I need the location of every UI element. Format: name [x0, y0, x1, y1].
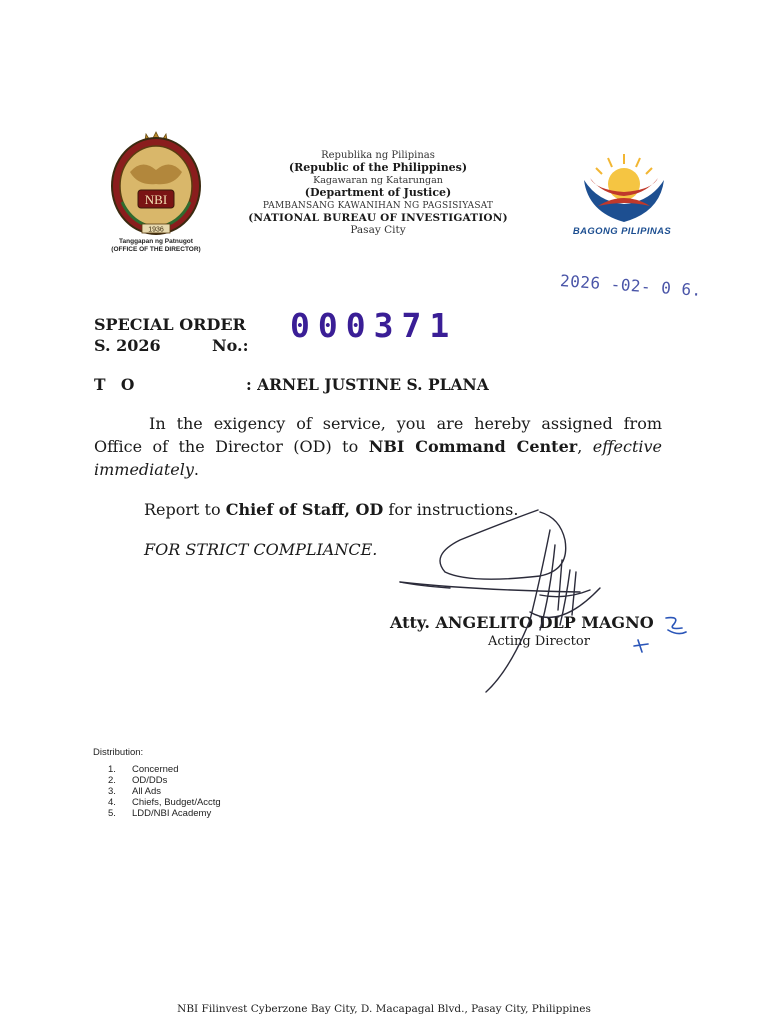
header-line-pambansang: PAMBANSANG KAWANIHAN NG PAGSISIYASAT: [262, 200, 494, 211]
header-line-nbi: (NATIONAL BUREAU OF INVESTIGATION): [248, 212, 508, 225]
seal-caption-line1: Tanggapan ng Patnugot: [119, 238, 193, 245]
footer-address: NBI Filinvest Cyberzone Bay City, D. Macapagal Blvd., Pasay City, Philippines: [177, 1003, 591, 1015]
compliance-note: FOR STRICT COMPLIANCE.: [144, 540, 378, 559]
header-line-republika: Republika ng Pilipinas: [321, 150, 435, 161]
letterhead-text: [240, 150, 516, 237]
bagong-pilipinas-logo: [580, 150, 668, 226]
special-order-series: S. 2026: [94, 336, 161, 355]
nbi-seal-logo: [108, 128, 204, 240]
body-text-1: In the exigency of service, you are hereby assigned from Office of the Director (OD) to: [94, 414, 662, 456]
seal-caption-line2: (OFFICE OF THE DIRECTOR): [111, 246, 201, 253]
seal-text: NBI: [144, 192, 168, 207]
list-item-number: 1.: [108, 764, 116, 775]
body-paragraph: [94, 412, 662, 481]
list-item: [108, 764, 221, 775]
list-item-number: 5.: [108, 808, 116, 819]
list-item-number: 4.: [108, 797, 116, 808]
list-item-text: All Ads: [132, 786, 162, 797]
list-item: [108, 797, 221, 808]
list-item: [108, 808, 221, 819]
body-text-3: .: [193, 460, 199, 479]
list-item: [108, 786, 221, 797]
body-assignment: NBI Command Center: [368, 437, 578, 456]
list-item: [108, 775, 221, 786]
body-text-2: ,: [577, 437, 593, 456]
list-item-text: LDD/NBI Academy: [132, 808, 212, 819]
list-item-text: Chiefs, Budget/Acctg: [132, 797, 221, 808]
list-item-number: 2.: [108, 775, 116, 786]
special-order-no-label: No.:: [212, 336, 249, 355]
list-item-text: OD/DDs: [132, 775, 168, 786]
bagong-pilipinas-caption: BAGONG PILIPINAS: [572, 226, 672, 237]
special-order-label: SPECIAL ORDER: [94, 315, 246, 334]
header-line-department: (Department of Justice): [304, 186, 452, 200]
signatory-name: Atty. ANGELITO DLP MAGNO: [390, 613, 654, 632]
seal-caption: [94, 238, 218, 254]
header-line-city: Pasay City: [350, 224, 406, 237]
header-line-kagawaran: Kagawaran ng Katarungan: [313, 174, 443, 186]
seal-year: 1936: [148, 226, 164, 234]
distribution-label: Distribution:: [93, 747, 144, 758]
list-item-text: Concerned: [132, 764, 179, 775]
handwritten-signature: [390, 500, 700, 700]
special-order-number-stamp: 000371: [290, 306, 458, 345]
report-to-office: Chief of Staff, OD: [225, 500, 384, 519]
header-line-republic: (Republic of the Philippines): [288, 161, 468, 175]
signatory-title: Acting Director: [488, 634, 590, 649]
report-suffix: for instructions.: [383, 500, 519, 519]
list-item-number: 3.: [108, 786, 116, 797]
date-stamp: 2026 -02- 0 6.: [559, 271, 703, 300]
addressee-name: : ARNEL JUSTINE S. PLANA: [246, 375, 489, 394]
distribution-list: [108, 764, 221, 819]
to-label: T O: [94, 375, 140, 394]
body-effectivity: effective immediately: [94, 437, 663, 479]
report-prefix: Report to: [144, 500, 226, 519]
